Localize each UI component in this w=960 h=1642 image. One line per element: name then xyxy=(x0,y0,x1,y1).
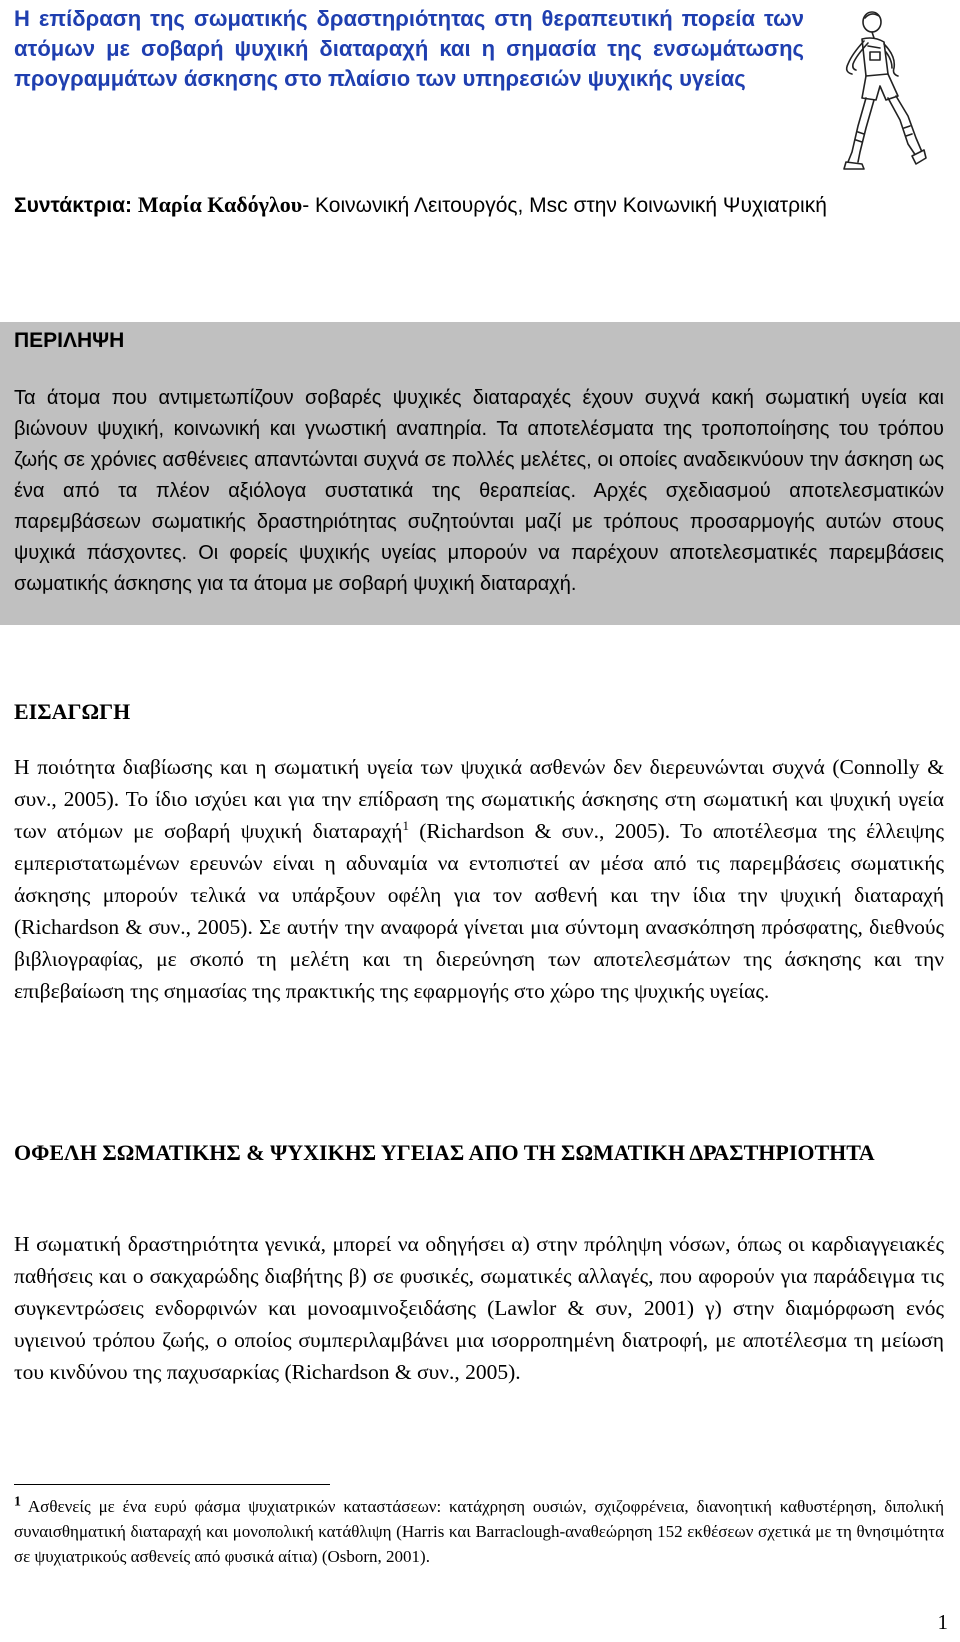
author-colon: : xyxy=(125,194,138,217)
author-name: Μαρία Καδόγλου xyxy=(137,192,303,217)
footnote-separator xyxy=(14,1484,330,1485)
abstract-heading: ΠΕΡΙΛΗΨΗ xyxy=(14,329,125,352)
author-role: - Κοινωνική Λειτουργός, Msc στην Κοινωνική Ψυχιατρική xyxy=(302,194,827,217)
benefits-heading: ΟΦΕΛΗ ΣΩΜΑΤΙΚΗΣ & ΨΥΧΙΚΗΣ ΥΓΕΙΑΣ ΑΠΟ ΤΗ ΣΩΜΑΤΙΚΗ ΔΡΑΣΤΗΡΙΟΤΗΤΑ xyxy=(14,1140,875,1165)
author-label: Συντάκτρια xyxy=(14,194,126,217)
benefits-text: Η σωματική δραστηριότητα γενικά, μπορεί να οδηγήσει α) στην πρόληψη νόσων, όπως οι καρδιαγγειακές παθήσεις και ο σακχαρώδης διαβήτης β) σε φυσικές, σωματικές αλλαγές, που αφορούν για παράδειγμα τις συγκεντρώσεις ενδορφινών και μονοαμινοξειδάσης (Lawlor & συν, 2001) γ) στην διαμόρφωση ενός υγιεινού τρόπου ζωής, ο οποίος συμπεριλαμβάνει μια ισορροπημένη διατροφή, με αποτέλεσμα τη μείωση του κινδύνου της παχυσαρκίας (Richardson & συν., 2005). xyxy=(14,1232,944,1384)
introduction-text xyxy=(14,751,944,1007)
introduction-text-part2: (Richardson & συν., 2005). Το αποτέλεσμα της έλλειψης εμπεριστατωμένων ερευνών είναι η αδυναμία να εντοπιστεί αν μέσα από τις παρεμβάσεις σωματικής άσκησης μπορούν τελικά να υπάρξουν οφέλη για τον ασθενή και την ίδια την ψυχική διαταραχή (Richardson & συν., 2005). Σε αυτήν την αναφορά γίνεται μια σύντομη ανασκόπηση πρόσφατης, διεθνούς βιβλιογραφίας, με σκοπό τη μελέτη και τη διερεύνηση των αποτελεσμάτων της άσκησης και την επιβεβαίωση της σημασίας της πρακτικής της εφαρμογής στο χώρο της ψυχικής υγείας. xyxy=(14,819,944,1003)
footnote-mark: 1 xyxy=(14,1494,21,1510)
author-line xyxy=(14,189,944,222)
footnote-reference[interactable]: 1 xyxy=(402,817,409,833)
introduction-text-part1: Η ποιότητα διαβίωσης και η σωματική υγεία των ψυχικά ασθενών δεν διερευνώνται συχνά (Connolly & συν., 2005). Το ίδιο ισχύει και για την επίδραση της σωματικής άσκησης στη σωματική και ψυχική υγεία των ατόμων με σοβαρή ψυχική διαταραχή xyxy=(14,755,944,843)
running-man-icon xyxy=(822,6,928,182)
document-title: Η επίδραση της σωματικής δραστηριότητας στη θεραπευτική πορεία των ατόμων με σοβαρή ψυχική διαταραχή και η σημασία της ενσωμάτωσης προγραμμάτων άσκησης στο πλαίσιο των υπηρεσιών ψυχικής υγείας xyxy=(14,6,804,91)
footnote-text: Ασθενείς με ένα ευρύ φάσμα ψυχιατρικών καταστάσεων: κατάχρηση ουσιών, σχιζοφρένεια, διανοητική καθυστέρηση, διπολική συναισθηματική διαταραχή και μονοπολική κατάθλιψη (Harris και Barraclough-αναθεώρηση 152 εκθέσεων σχετικά με τη θνησιμότητα σε ψυχιατρικούς ασθενείς από φυσικά αίτια) (Osborn, 2001). xyxy=(14,1497,944,1566)
page-number: 1 xyxy=(937,1610,948,1634)
footnote xyxy=(14,1494,944,1569)
abstract-text: Τα άτομα που αντιμετωπίζουν σοβαρές ψυχικές διαταραχές έχουν συχνά κακή σωματική υγεία και βιώνουν ψυχική, κοινωνική και γνωστική αναπηρία. Τα αποτελέσματα της τροποποίησης του τρόπου ζωής σε χρόνιες ασθένειες απαντώνται συχνά σε πολλές μελέτες, οι οποίες αναδεικνύουν την άσκηση ως ένα από τα πλέον αξιόλογα συστατικά της θεραπείας. Αρχές σχεδιασμού αποτελεσματικών παρεμβάσεων σωματικής δραστηριότητας συζητούνται μαζί με τρόπους προσαρμογής αυτών στους ψυχικά πάσχοντες. Οι φορείς ψυχικής υγείας μπορούν να παρέχουν αποτελεσματικές παρεμβάσεις σωματικής άσκησης για τα άτομα με σοβαρή ψυχική διαταραχή. xyxy=(14,387,944,595)
introduction-heading: ΕΙΣΑΓΩΓΗ xyxy=(14,699,131,724)
